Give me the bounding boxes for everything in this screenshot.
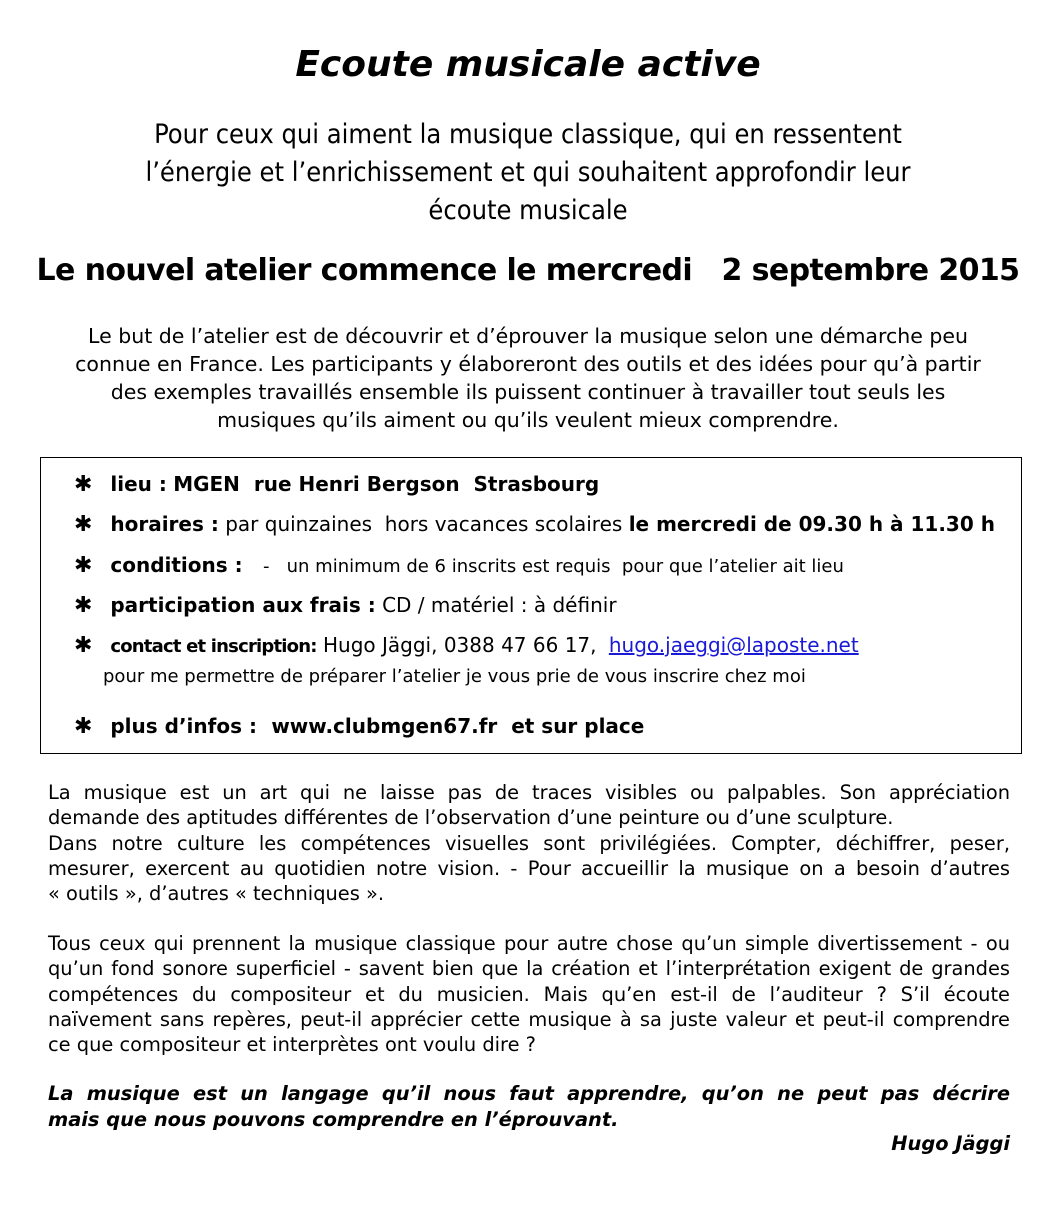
contact-label: contact et inscription: [110, 636, 317, 657]
start-date-headline: Le nouvel atelier commence le mercredi 2 septembre 2015 [36, 253, 1020, 288]
intro-line: connue en France. Les participants y élaboreront des outils et des idées pour qu’à partir [75, 352, 981, 376]
info-horaires [74, 512, 995, 537]
paragraph-line: qu’un fond sonore superficiel - savent bien que la création et l’interprétation exigent de grandes [48, 957, 1010, 981]
contact-email-link[interactable]: hugo.jaeggi@laposte.net [608, 633, 859, 657]
subtitle-line: l’énergie et l’enrichissement et qui souhaitent approfondir leur [145, 157, 911, 188]
lieu-value: MGEN rue Henri Bergson Strasbourg [173, 472, 600, 496]
asterisk-bullet-icon: ✱ [74, 593, 93, 618]
info-contact [74, 633, 859, 658]
contact-value: Hugo Jäggi, 0388 47 66 17, [323, 633, 597, 657]
paragraph-line: Dans notre culture les compétences visuelles sont privilégiées. Compter, déchiffrer, peser, [48, 831, 1010, 855]
contact-note: pour me permettre de préparer l’atelier je vous prie de vous inscrire chez moi [103, 666, 806, 687]
subtitle [0, 116, 1056, 230]
horaires-value: par quinzaines hors vacances scolaires [225, 512, 623, 536]
closing-quote [48, 1081, 1010, 1133]
signature: Hugo Jäggi [891, 1132, 1010, 1155]
info-participation [74, 593, 617, 618]
paragraph-line: demande des aptitudes différentes de l’observation d’une peinture ou d’une sculpture. [48, 806, 894, 830]
infos-label: plus d’infos : [110, 714, 257, 738]
horaires-label: horaires : [110, 512, 219, 536]
paragraph-listener [48, 931, 1010, 1057]
lieu-label: lieu : [110, 472, 167, 496]
paragraph-line: Tous ceux qui prennent la musique classique pour autre chose qu’un simple divertissement - ou [48, 932, 1010, 955]
asterisk-bullet-icon: ✱ [74, 512, 93, 537]
asterisk-bullet-icon: ✱ [74, 472, 93, 497]
quote-line: mais que nous pouvons comprendre en l’éprouvant. [48, 1108, 619, 1131]
infos-value: www.clubmgen67.fr et sur place [271, 714, 645, 738]
paragraph-line: compétences du compositeur et du musicien. Mais qu’en est-il de l’auditeur ? S’il écoute [48, 982, 1010, 1006]
conditions-label: conditions : [110, 553, 243, 577]
asterisk-bullet-icon: ✱ [74, 714, 93, 739]
participation-value: CD / matériel : à définir [382, 593, 617, 617]
intro-line: musiques qu’ils aiment ou qu’ils veulent mieux comprendre. [217, 408, 839, 432]
asterisk-bullet-icon: ✱ [74, 553, 93, 578]
paragraph-line: « outils », d’autres « techniques ». [48, 882, 385, 906]
intro-line: Le but de l’atelier est de découvrir et d’éprouver la musique selon une démarche peu [88, 324, 968, 348]
subtitle-line: Pour ceux qui aiment la musique classique, qui en ressentent [154, 119, 902, 150]
document-title: Ecoute musicale active [295, 44, 761, 85]
info-conditions [74, 553, 844, 578]
horaires-time: le mercredi de 09.30 h à 11.30 h [628, 512, 995, 536]
paragraph-music-art [48, 780, 1010, 906]
paragraph-line: naïvement sans repères, peut-il apprécier cette musique à sa juste valeur et peut-il comprendre [48, 1007, 1010, 1031]
paragraph-line: ce que compositeur et interprètes ont voulu dire ? [48, 1033, 536, 1057]
info-lieu [74, 472, 599, 497]
paragraph-line: La musique est un art qui ne laisse pas de traces visibles ou palpables. Son appréciation [48, 781, 1010, 804]
info-box [40, 457, 1022, 754]
quote-line: La musique est un langage qu’il nous faut apprendre, qu’on ne peut pas décrire [48, 1082, 1010, 1105]
subtitle-line: écoute musicale [428, 195, 628, 226]
intro-line: des exemples travaillés ensemble ils puissent continuer à travailler tout seuls les [110, 380, 946, 404]
info-plus [74, 714, 644, 739]
asterisk-bullet-icon: ✱ [74, 633, 93, 658]
participation-label: participation aux frais : [110, 593, 376, 617]
conditions-value: - un minimum de 6 inscrits est requis pour que l’atelier ait lieu [262, 556, 844, 577]
paragraph-line: mesurer, exercent au quotidien notre vision. - Pour accueillir la musique on a besoin d’autres [48, 856, 1010, 880]
intro-paragraph [0, 322, 1056, 434]
